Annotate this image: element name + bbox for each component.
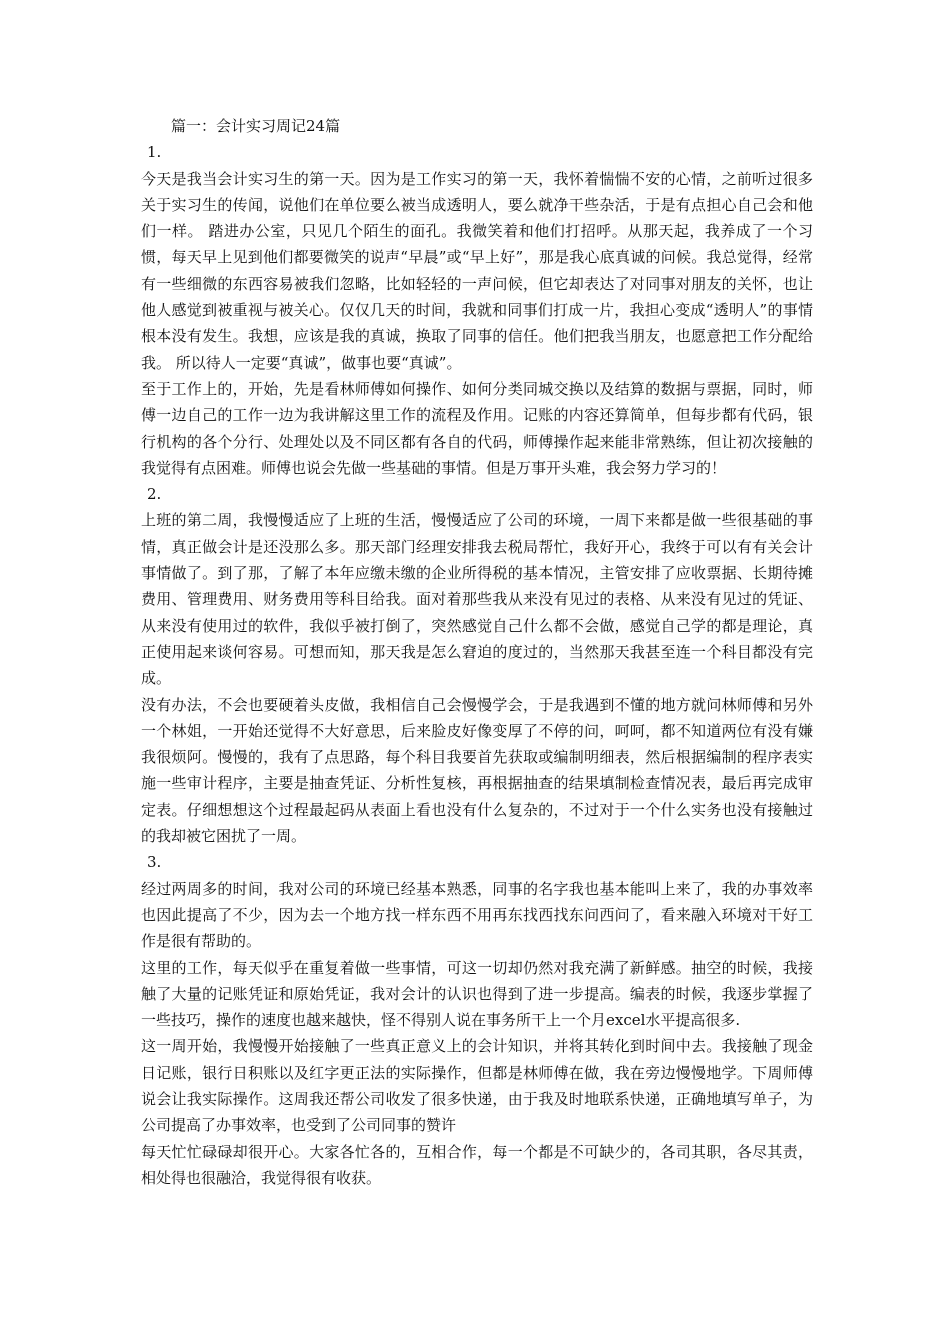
- document-page: [141, 113, 813, 1191]
- paragraph: 这里的工作，每天似乎在重复着做一些事情，可这一切却仍然对我充满了新鲜感。抽空的时候，我接触了大量的记账凭证和原始凭证，我对会计的认识也得到了进一步提高。编表的时候，我逐步掌握了一些技巧，操作的速度也越来越快，怪不得别人说在事务所干上一个月excel水平提高很多.: [141, 958, 813, 1030]
- section-number: 2.: [147, 485, 162, 504]
- section-number: 1.: [147, 143, 162, 162]
- document-title: 篇一：会计实习周记24篇: [171, 117, 341, 135]
- paragraph: 至于工作上的，开始，先是看林师傅如何操作、如何分类同城交换以及结算的数据与票据，同时，师傅一边自己的工作一边为我讲解这里工作的流程及作用。记账的内容还算简单，但每步都有代码，银行机构的各个分行、处理处以及不同区都有各自的代码，师傅操作起来能非常熟练，但让初次接触的我觉得有点困难。师傅也说会先做一些基础的事情。但是万事开头难，我会努力学习的！: [141, 379, 813, 477]
- section-2: [141, 481, 813, 849]
- paragraph: 今天是我当会计实习生的第一天。因为是工作实习的第一天，我怀着惴惴不安的心情，之前听过很多关于实习生的传闻，说他们在单位要么被当成透明人，要么就净干些杂活，于是有点担心自己会和他们一样。 踏进办公室，只见几个陌生的面孔。我微笑着和他们打招呼。从那天起，我养成了一个习惯，每天早上见到他们都要微笑的说声“早晨”或“早上好”，那是我心底真诚的问候。我总觉得，经常有一些细微的东西容易被我们忽略，比如轻轻的一声问候，但它却表达了对同事对朋友的关怀，也让他人感觉到被重视与被关心。仅仅几天的时间，我就和同事们打成一片，我担心变成“透明人”的事情根本没有发生。我想，应该是我的真诚，换取了同事的信任。他们把我当朋友，也愿意把工作分配给我。 所以待人一定要“真诚”，做事也要“真诚”。: [141, 169, 813, 372]
- paragraph: 上班的第二周，我慢慢适应了上班的生活，慢慢适应了公司的环境，一周下来都是做一些很基础的事情，真正做会计是还没那么多。那天部门经理安排我去税局帮忙，我好开心，我终于可以有有关会计事情做了。到了那，了解了本年应缴未缴的企业所得税的基本情况，主管安排了应收票据、长期待摊费用、管理费用、财务费用等科目给我。面对着那些我从来没有见过的表格、从来没有见过的凭证、从来没有使用过的软件，我似乎被打倒了，突然感觉自己什么都不会做，感觉自己学的都是理论，真正使用起来谈何容易。可想而知，那天我是怎么窘迫的度过的，当然那天我甚至连一个科目都没有完成。: [141, 511, 813, 688]
- paragraph: 没有办法，不会也要硬着头皮做，我相信自己会慢慢学会，于是我遇到不懂的地方就问林师傅和另外一个林姐，一开始还觉得不大好意思，后来脸皮好像变厚了不停的问，呵呵，都不知道两位有没有嫌我很烦阿。慢慢的，我有了点思路，每个科目我要首先获取或编制明细表，然后根据编制的程序表实施一些审计程序，主要是抽查凭证、分析性复核，再根据抽查的结果填制检查情况表，最后再完成审定表。仔细想想这个过程最起码从表面上看也没有什么复杂的，不过对于一个什么实务也没有接触过的我却被它困扰了一周。: [141, 695, 813, 846]
- paragraph: 每天忙忙碌碌却很开心。大家各忙各的，互相合作，每一个都是不可缺少的，各司其职，各尽其责，相处得也很融洽，我觉得很有收获。: [141, 1142, 813, 1187]
- section-1: [141, 139, 813, 481]
- section-3: [141, 849, 813, 1191]
- paragraph: 这一周开始，我慢慢开始接触了一些真正意义上的会计知识，并将其转化到时间中去。我接触了现金日记账，银行日积账以及红字更正法的实际操作，但都是林师傅在做，我在旁边慢慢地学。下周师傅说会让我实际操作。这周我还帮公司收发了很多快递，由于我及时地联系快递，正确地填写单子，为公司提高了办事效率，也受到了公司同事的赞许: [141, 1037, 813, 1135]
- paragraph: 经过两周多的时间，我对公司的环境已经基本熟悉，同事的名字我也基本能叫上来了，我的办事效率也因此提高了不少，因为去一个地方找一样东西不用再东找西找东问西问了，看来融入环境对干好工作是很有帮助的。: [141, 879, 813, 951]
- section-number: 3.: [147, 853, 162, 872]
